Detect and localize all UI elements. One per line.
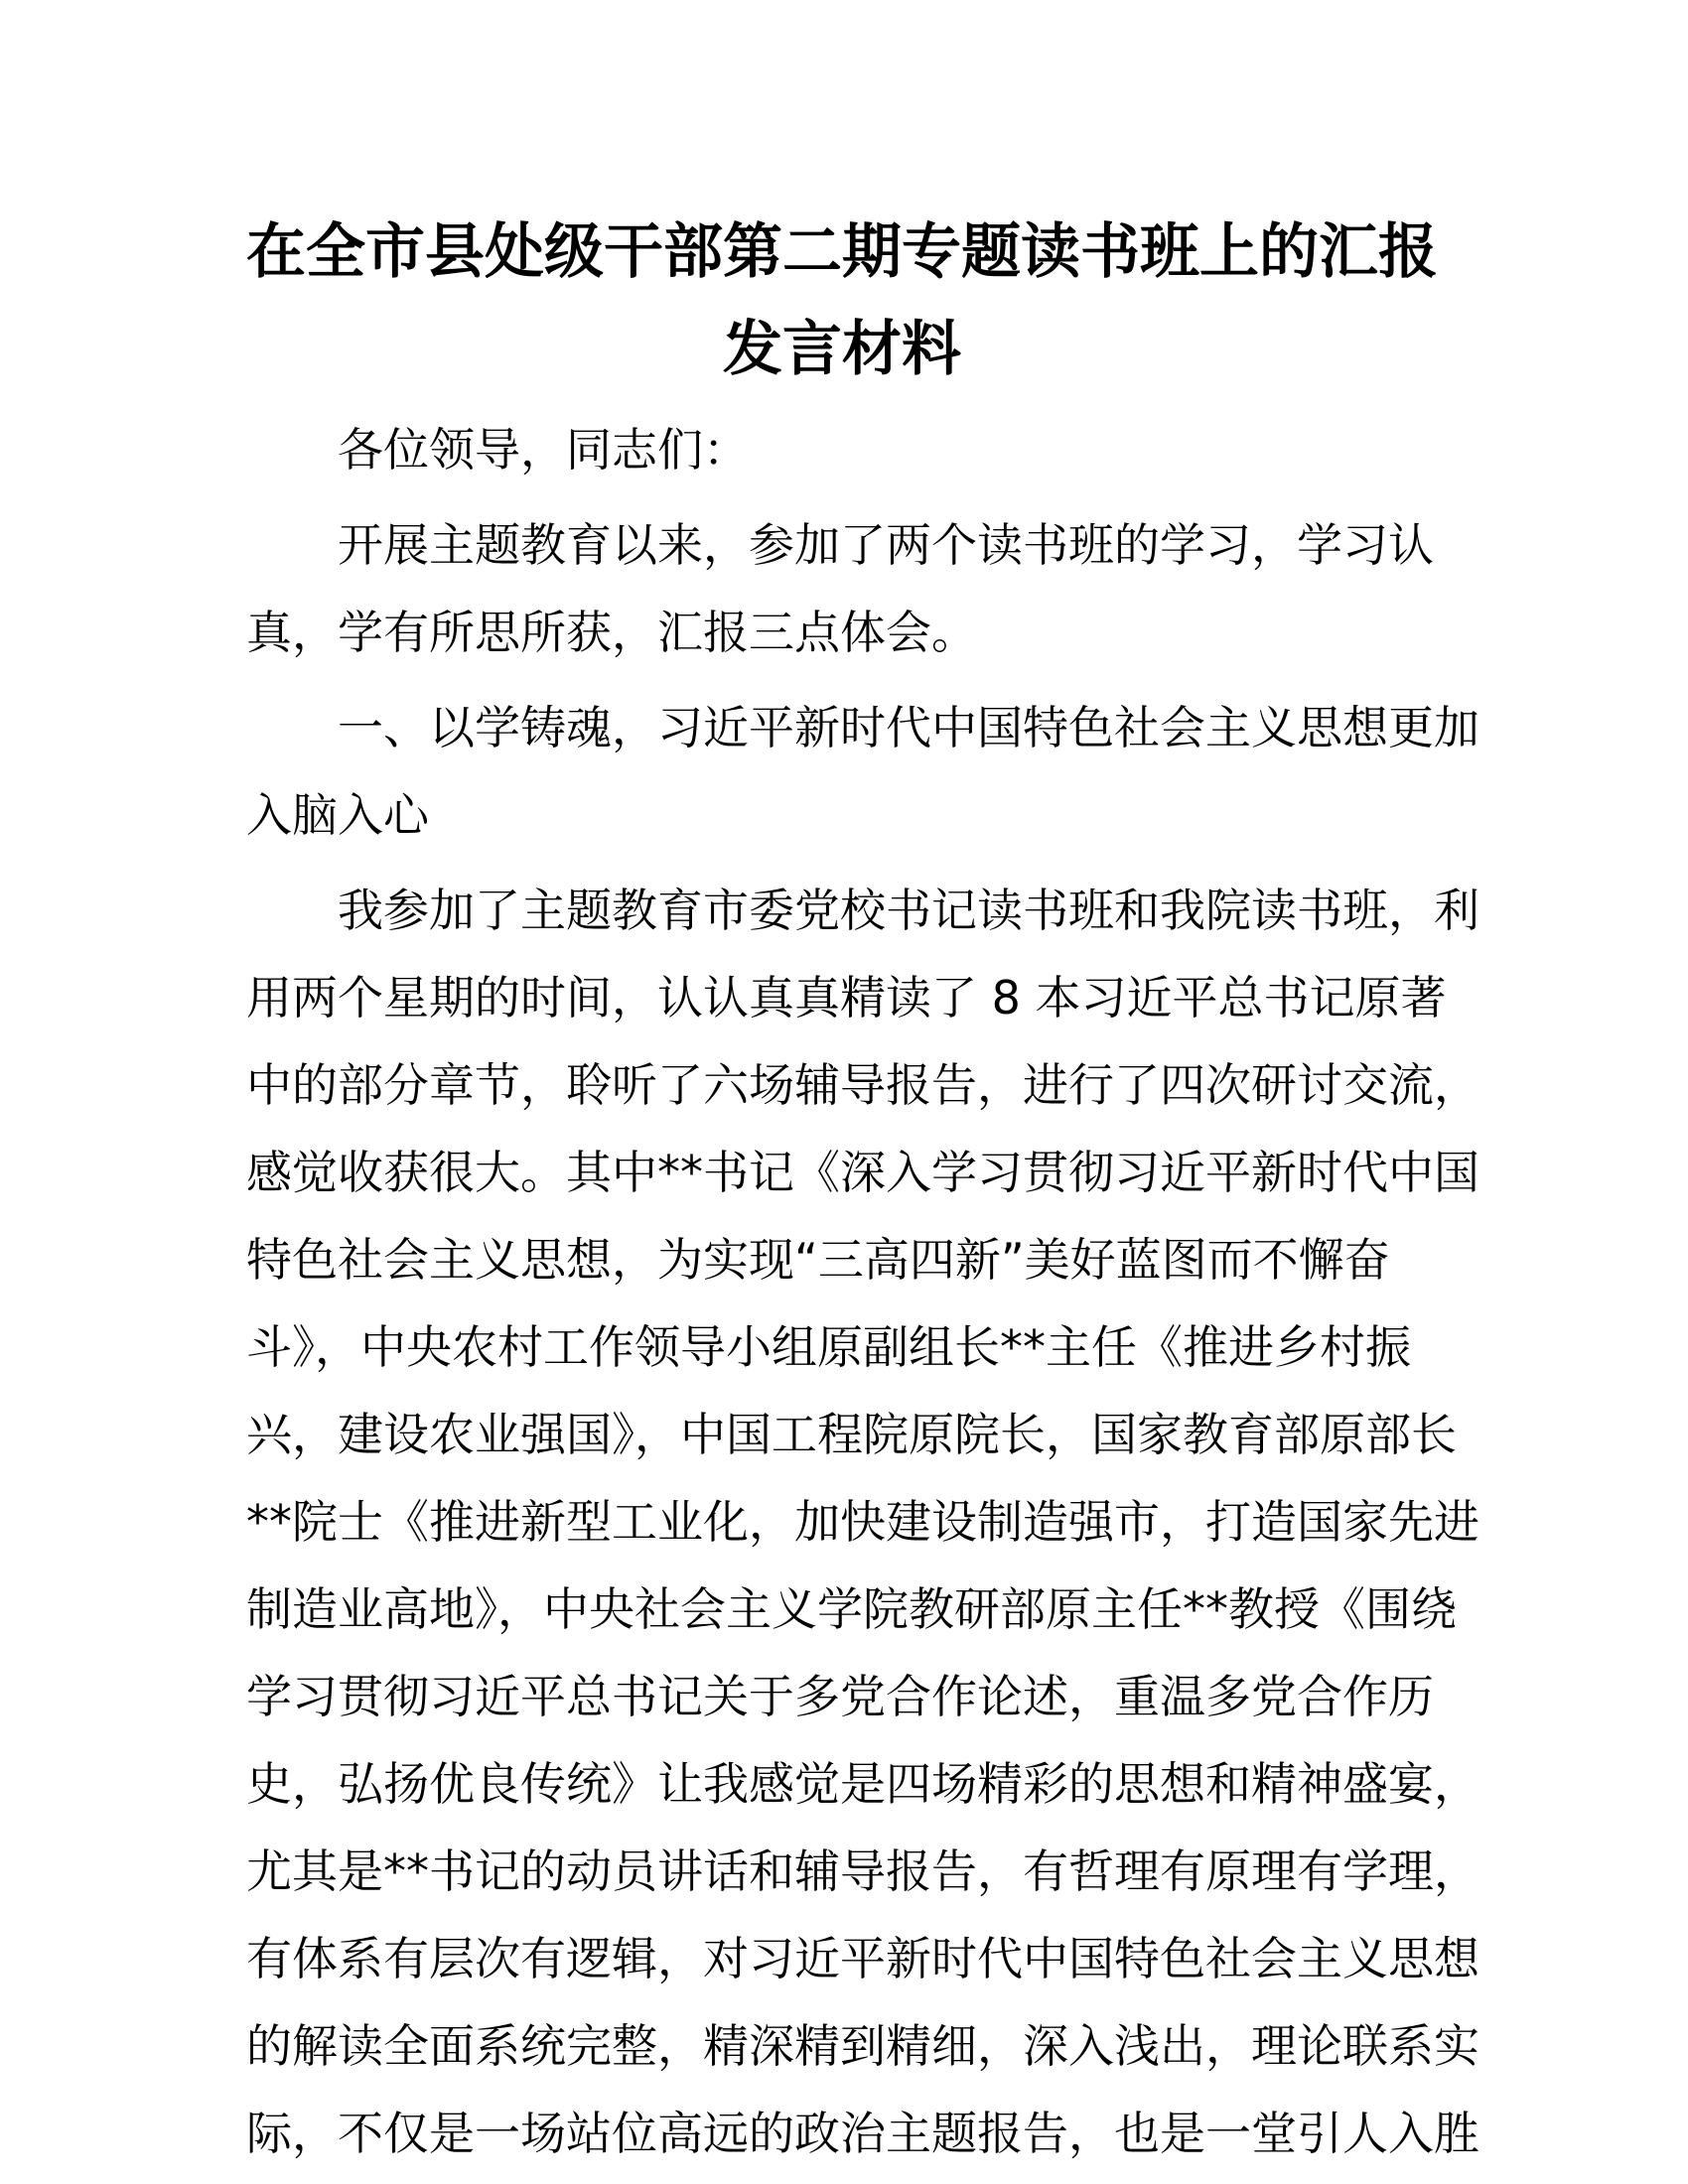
intro-line-1: 开展主题教育以来，参加了两个读书班的学习，学习认 <box>338 518 1434 572</box>
title-line-2: 发言材料 <box>723 315 961 384</box>
title-line-1: 在全市县处级干部第二期专题读书班上的汇报 <box>246 217 1438 287</box>
heading1-line-1: 一、以学铸魂，习近平新时代中国特色社会主义思想更加 <box>338 701 1479 754</box>
body-line: 特色社会主义思想，为实现“三高四新”美好蓝图而不懈奋 <box>246 1233 1390 1287</box>
body-line: 有体系有层次有逻辑，对习近平新时代中国特色社会主义思想 <box>246 1932 1479 1985</box>
section-heading-1 <box>246 684 1479 859</box>
body-line: 史，弘扬优良传统》让我感觉是四场精彩的思想和精神盛宴， <box>246 1757 1479 1811</box>
salutation <box>246 406 1438 493</box>
body-line: 的解读全面系统完整，精深精到精细，深入浅出，理论联系实 <box>246 2019 1479 2073</box>
body-paragraph <box>246 867 1479 2177</box>
body-line: 斗》，中央农村工作领导小组原副组长**主任《推进乡村振 <box>246 1320 1411 1374</box>
body-line: 中的部分章节，聆听了六场辅导报告，进行了四次研讨交流， <box>246 1058 1479 1112</box>
body-line: 我参加了主题教育市委党校书记读书班和我院读书班，利 <box>338 884 1479 937</box>
body-line: 学习贯彻习近平总书记关于多党合作论述，重温多党合作历 <box>246 1670 1434 1723</box>
body-line: **院士《推进新型工业化，加快建设制造强市，打造国家先进 <box>246 1495 1479 1549</box>
salutation-text: 各位领导，同志们： <box>338 423 749 477</box>
body-line: 用两个星期的时间，认认真真精读了 8 本习近平总书记原著 <box>246 971 1447 1024</box>
body-line: 兴，建设农业强国》，中国工程院原院长，国家教育部原部长 <box>246 1408 1457 1461</box>
heading1-line-2: 入脑入心 <box>246 788 429 842</box>
body-line: 尤其是**书记的动员讲话和辅导报告，有哲理有原理有学理， <box>246 1844 1479 1898</box>
document-content <box>246 204 1479 2177</box>
body-line: 感觉收获很大。其中**书记《深入学习贯彻习近平新时代中国 <box>246 1146 1479 1199</box>
intro-line-2: 真，学有所思所获，汇报三点体会。 <box>246 606 977 659</box>
document-title <box>246 204 1438 398</box>
body-line: 制造业高地》，中央社会主义学院教研部原主任**教授《围绕 <box>246 1582 1457 1636</box>
body-line: 际，不仅是一场站位高远的政治主题报告，也是一堂引人入胜 <box>246 2107 1479 2160</box>
intro-paragraph <box>246 501 1438 676</box>
